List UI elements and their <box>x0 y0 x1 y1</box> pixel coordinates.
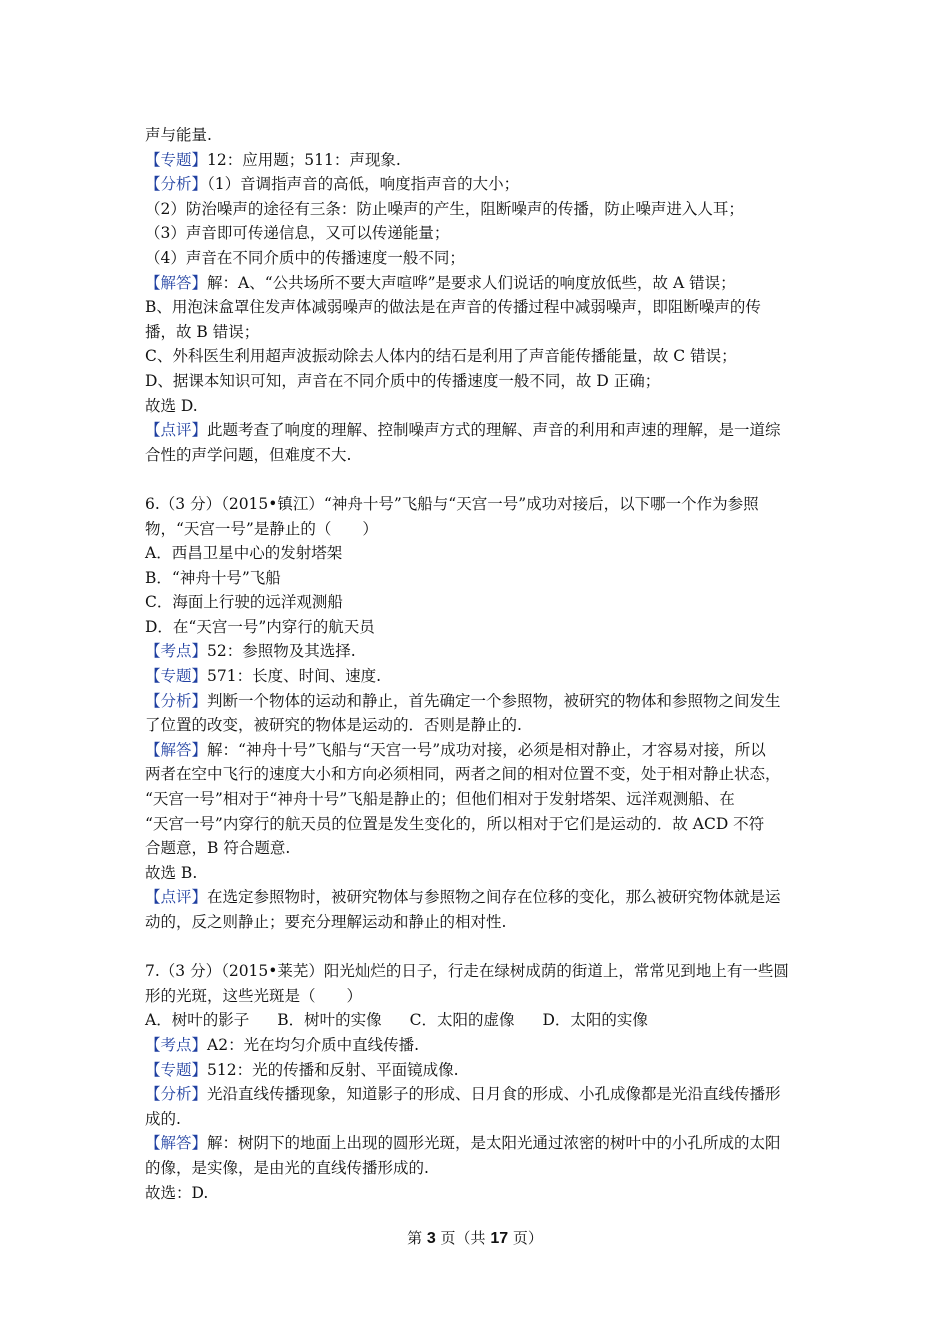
text-line <box>145 1107 815 1132</box>
line-text: （4）声音在不同介质中的传播速度一般不同； <box>145 248 465 267</box>
text-line <box>145 541 815 566</box>
line-text: “天宫一号”内穿行的航天员的位置是发生变化的，所以相对于它们是运动的．故 ACD 不符 <box>145 814 765 833</box>
text-line <box>145 1156 815 1181</box>
footer-middle: 页（共 <box>435 1229 491 1247</box>
line-text: （1）音调指声音的高低，响度指声音的大小； <box>207 175 520 194</box>
line-text: 了位置的改变，被研究的物体是运动的．否则是静止的. <box>145 716 522 735</box>
text-line <box>145 812 815 837</box>
text-line <box>145 197 815 222</box>
section-tag: 【分析】 <box>145 691 208 710</box>
line-text: 故选：D. <box>145 1183 209 1202</box>
text-line <box>145 123 815 148</box>
text-line <box>145 959 815 984</box>
footer-total-pages: 17 <box>490 1230 509 1247</box>
text-line <box>145 443 815 468</box>
text-line <box>145 836 815 861</box>
line-text: B．“神舟十号”飞船 <box>145 568 281 587</box>
line-text: （2）防治噪声的途径有三条：防止噪声的产生，阻断噪声的传播，防止噪声进入人耳； <box>145 199 744 218</box>
answer-option: A．树叶的影子 <box>145 1011 250 1030</box>
section-tag: 【考点】 <box>145 642 208 661</box>
text-line <box>145 492 815 517</box>
line-text: D．在“天宫一号”内穿行的航天员 <box>145 617 375 636</box>
line-text: 物，“天宫一号”是静止的（ ） <box>145 519 378 538</box>
line-text: 在选定参照物时，被研究物体与参照物之间存在位移的变化，那么被研究物体就是运 <box>207 888 781 907</box>
line-text: 合题意，B 符合题意. <box>145 839 291 858</box>
line-text: 此题考查了响度的理解、控制噪声方式的理解、声音的利用和声速的理解，是一道综 <box>207 421 781 440</box>
text-line <box>145 1181 815 1206</box>
text-line <box>145 590 815 615</box>
section-tag: 【专题】 <box>145 150 208 169</box>
line-text: 12：应用题；511：声现象. <box>207 150 401 169</box>
paragraph-gap <box>145 467 815 492</box>
line-text: 52：参照物及其选择. <box>207 642 356 661</box>
footer-prefix: 第 <box>407 1229 427 1247</box>
line-text: 解：“神舟十号”飞船与“天宫一号”成功对接，必须是相对静止，才容易对接，所以 <box>207 740 766 759</box>
text-line <box>145 861 815 886</box>
line-text: 故选 B. <box>145 863 198 882</box>
line-text: “天宫一号”相对于“神舟十号”飞船是静止的；但他们相对于发射塔架、远洋观测船、在 <box>145 790 735 809</box>
text-line <box>145 1033 815 1058</box>
text-line <box>145 1082 815 1107</box>
text-line <box>145 394 815 419</box>
line-text: 成的. <box>145 1109 181 1128</box>
answer-option: C．太阳的虚像 <box>409 1011 515 1030</box>
text-line <box>145 885 815 910</box>
text-line <box>145 787 815 812</box>
text-line <box>145 1058 815 1083</box>
line-text: 的像，是实像，是由光的直线传播形成的. <box>145 1158 429 1177</box>
section-tag: 【分析】 <box>145 1085 208 1104</box>
answer-option: B．树叶的实像 <box>277 1011 382 1030</box>
text-line <box>145 295 815 320</box>
page-footer <box>0 1227 950 1248</box>
text-line <box>145 615 815 640</box>
line-text: 故选 D. <box>145 396 198 415</box>
text-line <box>145 246 815 271</box>
line-text: 动的，反之则静止；要充分理解运动和静止的相对性. <box>145 913 507 931</box>
text-line <box>145 984 815 1009</box>
line-text: 6.（3 分）（2015•镇江）“神舟十号”飞船与“天宫一号”成功对接后，以下哪一个作为参照 <box>145 494 759 513</box>
text-line <box>145 418 815 443</box>
line-text: 判断一个物体的运动和静止，首先确定一个参照物，被研究的物体和参照物之间发生 <box>207 691 781 710</box>
section-tag: 【解答】 <box>145 1134 208 1153</box>
text-line <box>145 344 815 369</box>
section-tag: 【分析】 <box>145 175 208 194</box>
text-line <box>145 689 815 714</box>
footer-suffix: 页） <box>508 1229 543 1247</box>
line-text: 解：树阴下的地面上出现的圆形光斑，是太阳光通过浓密的树叶中的小孔所成的太阳 <box>207 1134 781 1153</box>
text-line <box>145 320 815 345</box>
line-text: B、用泡沫盒罩住发声体减弱噪声的做法是在声音的传播过程中减弱噪声，即阻断噪声的传 <box>145 298 761 317</box>
line-text: C、外科医生利用超声波振动除去人体内的结石是利用了声音能传播能量，故 C 错误； <box>145 347 737 366</box>
line-text: （3）声音即可传递信息，又可以传递能量； <box>145 224 450 243</box>
text-line <box>145 738 815 763</box>
answer-option: D．太阳的实像 <box>542 1011 648 1030</box>
section-tag: 【专题】 <box>145 667 208 686</box>
footer-page-number: 3 <box>426 1230 436 1247</box>
text-line <box>145 271 815 296</box>
text-line <box>145 762 815 787</box>
line-text: 播，故 B 错误； <box>145 322 260 341</box>
line-text: 571：长度、时间、速度. <box>207 667 382 686</box>
line-text: 光沿直线传播现象，知道影子的形成、日月食的形成、小孔成像都是光沿直线传播形 <box>207 1085 781 1104</box>
text-line <box>145 148 815 173</box>
line-text: D、据课本知识可知，声音在不同介质中的传播速度一般不同，故 D 正确； <box>145 371 661 390</box>
section-tag: 【考点】 <box>145 1035 208 1054</box>
section-tag: 【点评】 <box>145 888 208 907</box>
document-body <box>145 123 815 1205</box>
line-text: 512：光的传播和反射、平面镜成像. <box>207 1060 459 1079</box>
line-text: 7.（3 分）（2015•莱芜）阳光灿烂的日子，行走在绿树成荫的街道上，常常见到地上有一些圆 <box>145 962 789 981</box>
line-text: 合性的声学问题，但难度不大. <box>145 445 352 464</box>
section-tag: 【点评】 <box>145 421 208 440</box>
line-text: 形的光斑，这些光斑是（ ） <box>145 986 363 1005</box>
line-text: C．海面上行驶的远洋观测船 <box>145 593 343 612</box>
text-line <box>145 517 815 542</box>
section-tag: 【解答】 <box>145 740 208 759</box>
text-line <box>145 639 815 664</box>
text-line <box>145 713 815 738</box>
line-text: A2：光在均匀介质中直线传播. <box>207 1035 419 1054</box>
paragraph-gap <box>145 935 815 960</box>
line-text: A．西昌卫星中心的发射塔架 <box>145 544 343 563</box>
text-line <box>145 172 815 197</box>
text-line <box>145 1131 815 1156</box>
text-line <box>145 221 815 246</box>
line-text: 解：A、“公共场所不要大声喧哗”是要求人们说话的响度放低些，故 A 错误； <box>207 273 736 292</box>
text-line <box>145 369 815 394</box>
line-text: 声与能量. <box>145 126 212 144</box>
section-tag: 【解答】 <box>145 273 208 292</box>
text-line <box>145 664 815 689</box>
text-line <box>145 566 815 591</box>
text-line <box>145 910 815 935</box>
answer-options-row <box>145 1008 815 1033</box>
section-tag: 【专题】 <box>145 1060 208 1079</box>
line-text: 两者在空中飞行的速度大小和方向必须相同，两者之间的相对位置不变，处于相对静止状态， <box>145 765 781 784</box>
